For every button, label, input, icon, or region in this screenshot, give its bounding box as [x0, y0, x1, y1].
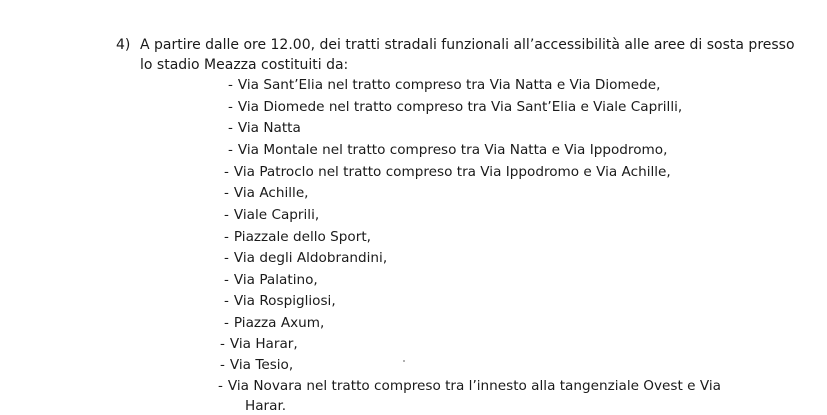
- scan-speck: [403, 360, 405, 362]
- street-text: Piazza Axum,: [233, 315, 325, 331]
- list-dash: -: [224, 229, 229, 245]
- list-dash: -: [224, 315, 229, 331]
- list-item: [220, 355, 293, 375]
- list-dash: -: [228, 99, 233, 115]
- list-item: [224, 162, 671, 182]
- list-item: [228, 97, 682, 117]
- list-item: [224, 205, 319, 225]
- list-item: [228, 140, 667, 160]
- list-dash: -: [228, 120, 233, 136]
- list-dash: -: [224, 164, 229, 180]
- list-item: [224, 313, 324, 333]
- list-dash: -: [224, 185, 229, 201]
- list-dash: -: [228, 77, 233, 93]
- street-text: Via Natta: [237, 120, 301, 136]
- list-dash: -: [224, 293, 229, 309]
- street-text: Via Achille,: [233, 185, 309, 201]
- list-dash: -: [224, 272, 229, 288]
- street-text: Via degli Aldobrandini,: [233, 250, 388, 266]
- list-dash: -: [228, 142, 233, 158]
- paragraph-intro-line-1: A partire dalle ore 12.00, dei tratti stradali funzionali all’accessibilità alle aree di sosta presso: [140, 37, 795, 53]
- paragraph-intro-line-2: lo stadio Meazza costituiti da:: [140, 57, 349, 73]
- street-text: Via Patroclo nel tratto compreso tra Via Ippodromo e Via Achille,: [233, 164, 671, 180]
- list-dash: -: [224, 250, 229, 266]
- street-text: Via Rospigliosi,: [233, 293, 336, 309]
- list-item: [224, 248, 387, 268]
- street-text: Via Sant’Elia nel tratto compreso tra Via Natta e Via Diomede,: [237, 77, 661, 93]
- list-dash: -: [224, 207, 229, 223]
- list-item: [224, 291, 336, 311]
- street-text: Via Montale nel tratto compreso tra Via Natta e Via Ippodromo,: [237, 142, 668, 158]
- street-text: Via Diomede nel tratto compreso tra Via Sant’Elia e Viale Caprilli,: [237, 99, 683, 115]
- paragraph-number: 4): [116, 37, 131, 53]
- street-text: Via Palatino,: [233, 272, 318, 288]
- list-item: [224, 270, 318, 290]
- list-dash: -: [220, 357, 225, 373]
- street-text: Piazzale dello Sport,: [233, 229, 371, 245]
- street-text: Via Novara nel tratto compreso tra l’innesto alla tangenziale Ovest e Via: [227, 378, 721, 394]
- list-dash: -: [220, 336, 225, 352]
- street-text: Via Harar,: [229, 336, 298, 352]
- street-text: Via Tesio,: [229, 357, 294, 373]
- list-item: [218, 376, 721, 396]
- list-item: [228, 118, 301, 138]
- list-item-continuation: Harar.: [245, 398, 287, 414]
- street-text: Viale Caprili,: [233, 207, 320, 223]
- list-item: [224, 183, 309, 203]
- list-item: [224, 227, 371, 247]
- list-item: [220, 334, 298, 354]
- list-dash: -: [218, 378, 223, 394]
- list-item: [228, 75, 660, 95]
